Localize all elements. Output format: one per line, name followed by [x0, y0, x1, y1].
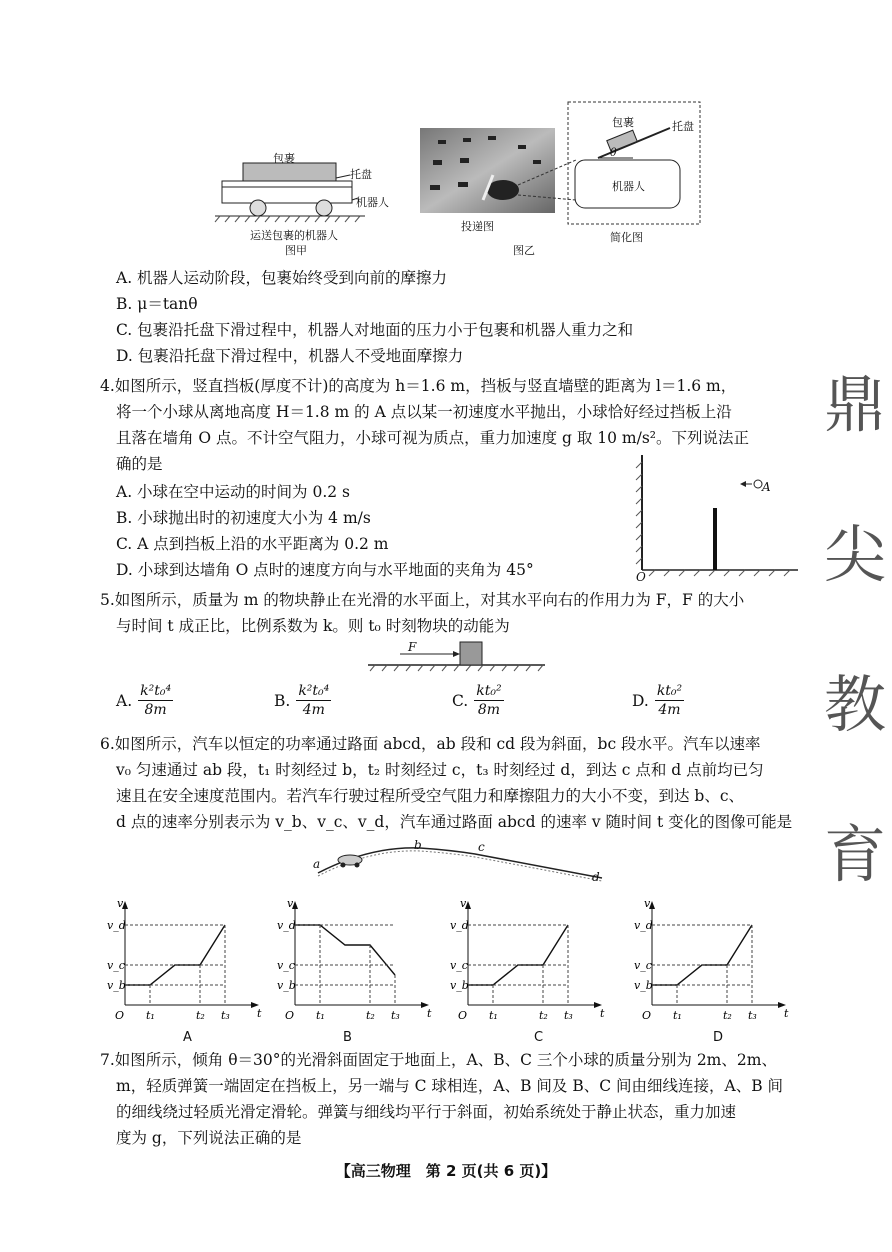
vt-graph-B	[292, 901, 429, 1008]
fig-jia-title: 图甲	[285, 244, 307, 257]
y-tick-1: v_b	[107, 979, 126, 992]
q6-line-1: 6.如图所示，汽车以恒定的功率通过路面 abcd，ab 段和 cd 段为斜面，bc 段水平。汽车以速率	[100, 735, 761, 753]
q7-line-2: m，轻质弹簧一端固定在挡板上，另一端与 C 球相连，A、B 间及 B、C 间由细线连接，A、B 间	[116, 1077, 784, 1095]
graph-label-a: A	[183, 1030, 192, 1045]
vt-graph-D	[649, 901, 786, 1008]
q7-line-1: 7.如图所示，倾角 θ＝30°的光滑斜面固定于地面上，A、B、C 三个小球的质量分别为 2m、2m、	[100, 1051, 777, 1069]
road-label-b: b	[414, 838, 422, 852]
y-tick-2: v_c	[634, 959, 652, 972]
watermark-char-1: 鼎	[823, 368, 886, 441]
x-tick-2: t₂	[539, 1009, 548, 1022]
vt-curve-C	[468, 925, 568, 985]
origin-label: O	[285, 1009, 295, 1022]
x-tick-3: t₃	[748, 1009, 757, 1022]
axis-label-t: t	[257, 1007, 262, 1020]
axis-label-t: t	[784, 1007, 789, 1020]
graph-label-b: B	[343, 1030, 352, 1045]
road-label-c: c	[478, 840, 485, 854]
figure-q5	[360, 638, 550, 678]
y-tick-2: v_c	[277, 959, 295, 972]
q4-line-3: 且落在墙角 O 点。不计空气阻力，小球可视为质点，重力加速度 g 取 10 m/s²。下列说法正	[116, 429, 750, 447]
q7-line-3: 的细线绕过轻质光滑定滑轮。弹簧与细线均平行于斜面，初始系统处于静止状态，重力加速	[116, 1103, 737, 1121]
origin-label: O	[458, 1009, 468, 1022]
y-tick-1: v_b	[634, 979, 653, 992]
figure-q6-road	[310, 838, 610, 888]
fig-yi-photo-caption: 投递图	[461, 220, 494, 233]
road-label-a: a	[313, 857, 321, 871]
axis-label-v: v	[644, 897, 651, 910]
robot-body	[222, 187, 352, 203]
graph-label-c: C	[534, 1030, 544, 1045]
q5-line-2: 与时间 t 成正比，比例系数为 k。则 t₀ 时刻物块的动能为	[116, 617, 510, 635]
q4-line-2: 将一个小球从离地高度 H＝1.8 m 的 A 点以某一初速度水平抛出，小球恰好经过挡板上沿	[116, 403, 732, 421]
fig-jia-package-label: 包裹	[273, 152, 295, 165]
x-tick-1: t₁	[673, 1009, 682, 1022]
q3-option-c: C. 包裹沿托盘下滑过程中，机器人对地面的压力小于包裹和机器人重力之和	[116, 321, 634, 339]
x-tick-1: t₁	[316, 1009, 325, 1022]
origin-label: O	[115, 1009, 125, 1022]
y-tick-1: v_b	[450, 979, 469, 992]
fig-yi-theta: θ	[610, 146, 617, 159]
q4-line-1: 4.如图所示，竖直挡板(厚度不计)的高度为 h＝1.6 m，挡板与竖直墙壁的距离为 l＝1.6 m，	[100, 377, 737, 395]
q4-option-a: A. 小球在空中运动的时间为 0.2 s	[116, 483, 351, 501]
wheel-left	[250, 200, 266, 216]
fig-jia-tray-label: 托盘	[350, 168, 372, 181]
q5-fig-f: F	[408, 640, 417, 654]
wheel-right	[316, 200, 332, 216]
q5-option-c: C. $\frac{\text{kt₀²}}{8m}$	[452, 683, 502, 718]
q3-option-b: B. μ＝tanθ	[116, 295, 198, 313]
page-footer: 【高三物理 第 2 页(共 6 页)】	[335, 1162, 557, 1180]
axis-label-t: t	[427, 1007, 432, 1020]
x-tick-2: t₂	[366, 1009, 375, 1022]
graph-label-d: D	[713, 1030, 724, 1045]
fig-yi-tray-label: 托盘	[672, 120, 694, 133]
x-tick-2: t₂	[196, 1009, 205, 1022]
q4-option-c: C. A 点到挡板上沿的水平距离为 0.2 m	[116, 535, 389, 553]
vt-graph-A	[122, 901, 259, 1008]
q3-option-a: A. 机器人运动阶段，包裹始终受到向前的摩擦力	[116, 269, 448, 287]
figure-yi	[418, 100, 703, 230]
q7-line-4: 度为 g，下列说法正确的是	[116, 1129, 302, 1147]
x-tick-3: t₃	[221, 1009, 230, 1022]
fig-jia-caption: 运送包裹的机器人	[250, 229, 338, 242]
q4-fig-label-a: A	[762, 480, 771, 494]
fig-yi-package-label: 包裹	[612, 116, 634, 129]
y-tick-2: v_c	[450, 959, 468, 972]
figure-q4	[630, 452, 800, 582]
fig-yi-title: 图乙	[513, 244, 535, 257]
q5-option-d: D. $\frac{\text{kt₀²}}{4m}$	[632, 683, 683, 718]
fig-jia-robot-label: 机器人	[356, 196, 389, 209]
x-tick-1: t₁	[489, 1009, 498, 1022]
x-tick-3: t₃	[391, 1009, 400, 1022]
ball	[754, 480, 762, 488]
y-tick-3: v_d	[107, 919, 126, 932]
y-tick-2: v_c	[107, 959, 125, 972]
x-tick-1: t₁	[146, 1009, 155, 1022]
q4-option-b: B. 小球抛出时的初速度大小为 4 m/s	[116, 509, 371, 527]
q6-graphs	[0, 895, 892, 1035]
fig-yi-simplified: 简化图	[610, 231, 643, 244]
x-tick-3: t₃	[564, 1009, 573, 1022]
q6-line-4: d 点的速率分别表示为 v_b、v_c、v_d，汽车通过路面 abcd 的速率 v 随时间 t 变化的图像可能是	[116, 813, 793, 831]
q4-option-d: D. 小球到达墙角 O 点时的速度方向与水平地面的夹角为 45°	[116, 561, 534, 579]
watermark-char-2: 尖	[823, 518, 886, 591]
vt-curve-A	[125, 925, 225, 985]
watermark-char-3: 教	[823, 668, 886, 741]
origin-label: O	[642, 1009, 652, 1022]
tray	[222, 181, 352, 187]
road-label-d: d	[592, 870, 600, 884]
y-tick-3: v_d	[634, 919, 653, 932]
vt-graph-C	[465, 901, 602, 1008]
vt-curve-B	[295, 925, 395, 975]
q5-option-a: A. $\frac{\text{k²t₀⁴}}{8m}$	[116, 683, 172, 718]
block	[460, 642, 482, 665]
q6-line-3: 速且在安全速度范围内。若汽车行驶过程所受空气阻力和摩擦阻力的大小不变，到达 b、c、	[116, 787, 745, 805]
vt-curve-D	[652, 925, 752, 985]
q4-line-4: 确的是	[116, 455, 163, 473]
axis-label-t: t	[600, 1007, 605, 1020]
y-tick-1: v_b	[277, 979, 296, 992]
q4-fig-label-o: O	[636, 570, 646, 584]
q6-line-2: v₀ 匀速通过 ab 段，t₁ 时刻经过 b，t₂ 时刻经过 c，t₃ 时刻经过 d，到达 c 点和 d 点前均已匀	[116, 761, 764, 779]
x-tick-2: t₂	[723, 1009, 732, 1022]
axis-label-v: v	[287, 897, 294, 910]
axis-label-v: v	[460, 897, 467, 910]
watermark-char-4: 育	[823, 818, 886, 891]
y-tick-3: v_d	[277, 919, 296, 932]
q5-option-b: B. $\frac{\text{k²t₀⁴}}{4m}$	[274, 683, 330, 718]
q5-line-1: 5.如图所示，质量为 m 的物块静止在光滑的水平面上，对其水平向右的作用力为 F，F 的大小	[100, 591, 745, 609]
fig-yi-robot-label: 机器人	[612, 180, 645, 193]
axis-label-v: v	[117, 897, 124, 910]
q3-option-d: D. 包裹沿托盘下滑过程中，机器人不受地面摩擦力	[116, 347, 464, 365]
y-tick-3: v_d	[450, 919, 469, 932]
